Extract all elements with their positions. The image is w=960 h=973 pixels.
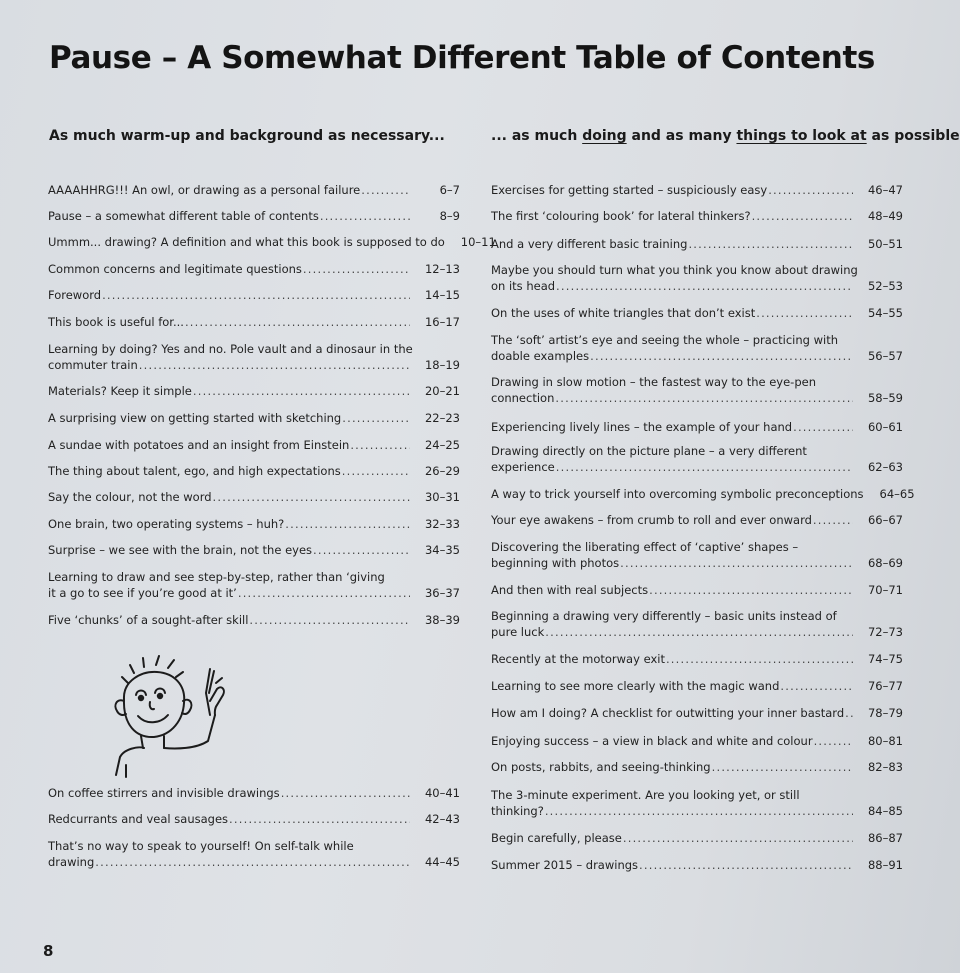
toc-entry-line xyxy=(491,830,903,846)
toc-entry xyxy=(48,785,460,801)
dot-leader xyxy=(623,830,853,846)
toc-entry-title: Your eye awakens – from crumb to roll and ever onward xyxy=(491,513,812,527)
toc-entry xyxy=(491,208,903,224)
toc-entry-line xyxy=(491,705,903,721)
right-heading-middle: and as many xyxy=(626,128,737,144)
toc-entry-title: beginning with photos xyxy=(491,556,620,570)
toc-entry-line xyxy=(491,348,903,364)
toc-entry xyxy=(48,542,460,558)
toc-entry xyxy=(48,182,460,198)
toc-entry xyxy=(491,512,903,528)
toc-entry xyxy=(48,838,460,870)
dot-leader xyxy=(814,733,853,749)
toc-entry-line xyxy=(491,555,903,571)
toc-entry xyxy=(491,486,915,502)
toc-entry xyxy=(491,857,903,873)
dot-leader xyxy=(361,182,410,198)
toc-entry xyxy=(48,314,460,330)
toc-entry-line xyxy=(48,838,460,854)
dot-leader xyxy=(285,516,410,532)
toc-entry-line xyxy=(491,857,903,873)
page-number: 8 xyxy=(43,942,54,960)
toc-entry-pages: 6–7 xyxy=(439,183,460,197)
toc-entry-line xyxy=(48,208,460,224)
dot-leader xyxy=(281,785,410,801)
dot-leader xyxy=(649,582,853,598)
toc-entry-title: Ummm... drawing? A definition and what this book is supposed to do xyxy=(48,235,445,249)
right-heading-underlined-things: things to look at xyxy=(736,128,867,144)
dot-leader xyxy=(590,348,853,364)
dot-leader xyxy=(545,803,853,819)
toc-entry-pages: 46–47 xyxy=(867,183,903,197)
toc-entry-title: on its head xyxy=(491,279,556,293)
toc-entry-pages: 66–67 xyxy=(867,513,903,527)
toc-entry-title: Beginning a drawing very differently – basic units instead of xyxy=(491,609,837,623)
toc-entry-pages: 10–11 xyxy=(460,235,496,249)
dot-leader xyxy=(620,555,853,571)
toc-entry xyxy=(491,733,903,749)
toc-entry-title: Experiencing lively lines – the example of your hand xyxy=(491,420,793,434)
toc-entry-pages: 42–43 xyxy=(424,812,460,826)
dot-leader xyxy=(752,208,853,224)
toc-entry-line xyxy=(491,236,903,252)
dot-leader xyxy=(303,261,410,277)
page-title: Pause – A Somewhat Different Table of Contents xyxy=(49,40,875,76)
toc-entry xyxy=(48,463,460,479)
toc-entry xyxy=(491,759,903,775)
toc-entry-title: Exercises for getting started – suspiciously easy xyxy=(491,183,768,197)
toc-entry-pages: 56–57 xyxy=(867,349,903,363)
toc-entry-line xyxy=(48,182,460,198)
toc-entry-title: Drawing in slow motion – the fastest way to the eye-pen xyxy=(491,375,816,389)
toc-entry-title: On posts, rabbits, and seeing-thinking xyxy=(491,760,711,774)
toc-entry xyxy=(48,569,460,601)
toc-entry xyxy=(491,651,903,667)
toc-entry-pages: 88–91 xyxy=(867,858,903,872)
toc-entry-line xyxy=(491,539,903,555)
dot-leader xyxy=(95,854,410,870)
toc-entry-pages: 8–9 xyxy=(439,209,460,223)
toc-entry xyxy=(48,489,460,505)
toc-entry-title: The thing about talent, ego, and high expectations xyxy=(48,464,341,478)
toc-entry-pages: 52–53 xyxy=(867,279,903,293)
toc-entry-pages: 62–63 xyxy=(867,460,903,474)
toc-entry-line xyxy=(48,569,460,585)
toc-entry-line xyxy=(491,182,903,198)
dot-leader xyxy=(193,383,410,399)
toc-entry-pages: 30–31 xyxy=(424,490,460,504)
toc-entry xyxy=(491,305,903,321)
toc-entry-title: Summer 2015 – drawings xyxy=(491,858,639,872)
right-heading-suffix: as possible xyxy=(866,128,960,144)
toc-entry xyxy=(48,261,460,277)
toc-entry-line xyxy=(48,542,460,558)
toc-entry-title: The ‘soft’ artist’s eye and seeing the whole – practicing with xyxy=(491,333,839,347)
toc-entry-line xyxy=(48,383,460,399)
toc-entry-pages: 72–73 xyxy=(867,625,903,639)
toc-entry-title: doable examples xyxy=(491,349,590,363)
toc-entry-line xyxy=(491,208,903,224)
toc-entry-pages: 76–77 xyxy=(867,679,903,693)
toc-entry xyxy=(491,830,903,846)
dot-leader xyxy=(545,624,853,640)
toc-entry-pages: 84–85 xyxy=(867,804,903,818)
toc-entry-pages: 64–65 xyxy=(879,487,915,501)
toc-entry xyxy=(48,516,460,532)
toc-entry-line xyxy=(48,489,460,505)
toc-entry-line xyxy=(491,803,903,819)
dot-leader xyxy=(556,459,853,475)
toc-entry xyxy=(491,705,903,721)
toc-entry-pages: 74–75 xyxy=(867,652,903,666)
toc-entry-line xyxy=(491,443,903,459)
toc-entry-line xyxy=(48,854,460,870)
toc-entry-title: How am I doing? A checklist for outwitting your inner bastard xyxy=(491,706,845,720)
toc-entry-line xyxy=(491,390,903,406)
toc-entry-line xyxy=(48,612,460,628)
toc-entry-line xyxy=(491,512,903,528)
toc-entry xyxy=(491,262,903,294)
toc-entry-line xyxy=(48,437,460,453)
toc-entry-pages: 78–79 xyxy=(867,706,903,720)
toc-entry-pages: 12–13 xyxy=(424,262,460,276)
toc-entry-title: Say the colour, not the word xyxy=(48,490,212,504)
toc-entry-title: Five ‘chunks’ of a sought-after skill xyxy=(48,613,249,627)
toc-entry-title: Pause – a somewhat different table of contents xyxy=(48,209,319,223)
toc-entry-line xyxy=(491,486,915,502)
toc-entry-line xyxy=(491,419,903,435)
toc-entry-title: That’s no way to speak to yourself! On self-talk while xyxy=(48,839,354,853)
left-column-heading: As much warm-up and background as necessary... xyxy=(49,128,445,144)
toc-entry-line xyxy=(491,733,903,749)
dot-leader xyxy=(845,705,853,721)
toc-entry xyxy=(491,236,903,252)
toc-entry-pages: 82–83 xyxy=(867,760,903,774)
toc-entry-title: Common concerns and legitimate questions xyxy=(48,262,302,276)
toc-entry-pages: 38–39 xyxy=(424,613,460,627)
dot-leader xyxy=(780,678,853,694)
toc-entry-title: One brain, two operating systems – huh? xyxy=(48,517,285,531)
toc-entry xyxy=(491,539,903,571)
toc-entry xyxy=(48,287,460,303)
toc-entry-pages: 24–25 xyxy=(424,438,460,452)
toc-entry-title: Recently at the motorway exit xyxy=(491,652,665,666)
toc-entry xyxy=(491,332,903,364)
dot-leader xyxy=(666,651,853,667)
toc-entry-pages: 40–41 xyxy=(424,786,460,800)
toc-entry-line xyxy=(491,759,903,775)
dot-leader xyxy=(185,314,410,330)
toc-entry-line xyxy=(48,357,460,373)
toc-entry-line xyxy=(491,278,903,294)
toc-left-column xyxy=(48,0,496,973)
toc-entry-line xyxy=(48,585,460,601)
toc-entry-pages: 22–23 xyxy=(424,411,460,425)
right-heading-underlined-doing: doing xyxy=(582,128,627,144)
toc-entry xyxy=(48,410,460,426)
toc-entry-line xyxy=(48,516,460,532)
toc-entry-line xyxy=(48,341,460,357)
toc-entry-title: This book is useful for... xyxy=(48,315,184,329)
toc-entry-title: Foreword xyxy=(48,288,102,302)
toc-entry-title: Drawing directly on the picture plane – a very different xyxy=(491,444,807,458)
toc-entry-pages: 18–19 xyxy=(424,358,460,372)
toc-entry-title: The 3-minute experiment. Are you looking yet, or still xyxy=(491,788,800,802)
toc-entry-line xyxy=(491,608,903,624)
toc-entry xyxy=(48,437,460,453)
toc-entry-line xyxy=(48,785,460,801)
dot-leader xyxy=(768,182,853,198)
dot-leader xyxy=(249,612,410,628)
toc-entry-line xyxy=(491,624,903,640)
toc-entry-line xyxy=(491,787,903,803)
toc-entry-title: On coffee stirrers and invisible drawings xyxy=(48,786,280,800)
dot-leader xyxy=(342,463,410,479)
toc-entry xyxy=(491,374,903,406)
toc-entry-line xyxy=(491,262,903,278)
toc-entry-title: A surprising view on getting started with sketching xyxy=(48,411,342,425)
dot-leader xyxy=(813,512,853,528)
toc-entry-line xyxy=(48,811,460,827)
toc-entry-pages: 36–37 xyxy=(424,586,460,600)
toc-entry-title: Redcurrants and veal sausages xyxy=(48,812,229,826)
toc-entry-title: Discovering the liberating effect of ‘captive’ shapes – xyxy=(491,540,799,554)
toc-entry-title: commuter train xyxy=(48,358,138,372)
toc-entry-title: drawing xyxy=(48,855,95,869)
dot-leader xyxy=(756,305,853,321)
toc-entry xyxy=(491,678,903,694)
dot-leader xyxy=(238,585,410,601)
toc-entry-line xyxy=(491,651,903,667)
toc-entry-title: Surprise – we see with the brain, not the eyes xyxy=(48,543,313,557)
dot-leader xyxy=(229,811,410,827)
toc-entry xyxy=(491,608,903,640)
toc-entry-pages: 86–87 xyxy=(867,831,903,845)
toc-entry-title: Learning by doing? Yes and no. Pole vault and a dinosaur in the xyxy=(48,342,413,356)
toc-entry xyxy=(48,234,496,250)
dot-leader xyxy=(556,278,853,294)
toc-entry-title: The first ‘colouring book’ for lateral thinkers? xyxy=(491,209,751,223)
toc-entry-title: A sundae with potatoes and an insight from Einstein xyxy=(48,438,350,452)
dot-leader xyxy=(555,390,853,406)
toc-entry-title: Learning to draw and see step-by-step, rather than ‘giving xyxy=(48,570,385,584)
toc-entry-pages: 16–17 xyxy=(424,315,460,329)
toc-entry-title: Maybe you should turn what you think you know about drawing xyxy=(491,263,858,277)
toc-entry xyxy=(491,582,903,598)
toc-entry-title: it a go to see if you’re good at it’ xyxy=(48,586,237,600)
dot-leader xyxy=(313,542,410,558)
toc-entry-title: pure luck xyxy=(491,625,545,639)
toc-entry-pages: 58–59 xyxy=(867,391,903,405)
toc-entry-title: A way to trick yourself into overcoming symbolic preconceptions xyxy=(491,487,864,501)
toc-entry xyxy=(491,787,903,819)
toc-entry-line xyxy=(48,287,460,303)
toc-entry-pages: 70–71 xyxy=(867,583,903,597)
toc-entry-line xyxy=(491,459,903,475)
toc-entry-pages: 20–21 xyxy=(424,384,460,398)
dot-leader xyxy=(688,236,853,252)
toc-entry-pages: 80–81 xyxy=(867,734,903,748)
toc-entry-line xyxy=(491,582,903,598)
toc-entry-line xyxy=(48,314,460,330)
toc-entry xyxy=(48,383,460,399)
toc-entry-pages: 54–55 xyxy=(867,306,903,320)
toc-entry-pages: 32–33 xyxy=(424,517,460,531)
toc-entry-line xyxy=(48,410,460,426)
toc-entry-pages: 34–35 xyxy=(424,543,460,557)
toc-entry-line xyxy=(491,374,903,390)
toc-entry xyxy=(491,419,903,435)
toc-entry-line xyxy=(48,463,460,479)
toc-entry-pages: 48–49 xyxy=(867,209,903,223)
toc-entry-pages: 14–15 xyxy=(424,288,460,302)
toc-entry-title: And a very different basic training xyxy=(491,237,688,251)
toc-entry-title: On the uses of white triangles that don’t exist xyxy=(491,306,756,320)
toc-entry-pages: 60–61 xyxy=(867,420,903,434)
toc-entry-title: AAAAHHRG!!! An owl, or drawing as a personal failure xyxy=(48,183,361,197)
toc-entry-title: Enjoying success – a view in black and white and colour xyxy=(491,734,813,748)
toc-entry-title: experience xyxy=(491,460,555,474)
toc-entry-pages: 50–51 xyxy=(867,237,903,251)
toc-entry xyxy=(491,443,903,475)
toc-entry-line xyxy=(491,678,903,694)
toc-entry-title: And then with real subjects xyxy=(491,583,649,597)
toc-entry xyxy=(48,811,460,827)
dot-leader xyxy=(320,208,410,224)
dot-leader xyxy=(213,489,410,505)
toc-entry-pages: 44–45 xyxy=(424,855,460,869)
toc-entry xyxy=(48,612,460,628)
toc-entry xyxy=(48,341,460,373)
toc-entry-title: thinking? xyxy=(491,804,544,818)
toc-entry-pages: 26–29 xyxy=(424,464,460,478)
dot-leader xyxy=(139,357,410,373)
dot-leader xyxy=(350,437,410,453)
dot-leader xyxy=(342,410,410,426)
dot-leader xyxy=(102,287,410,303)
toc-entry-pages: 68–69 xyxy=(867,556,903,570)
toc-entry-title: Begin carefully, please xyxy=(491,831,622,845)
toc-entry-line xyxy=(491,332,903,348)
toc-entry-title: Materials? Keep it simple xyxy=(48,384,192,398)
dot-leader xyxy=(712,759,853,775)
toc-entry xyxy=(48,208,460,224)
right-heading-prefix: ... as much xyxy=(491,128,583,144)
toc-entry xyxy=(491,182,903,198)
toc-entry-line xyxy=(491,305,903,321)
dot-leader xyxy=(793,419,853,435)
toc-entry-title: Learning to see more clearly with the magic wand xyxy=(491,679,780,693)
dot-leader xyxy=(639,857,853,873)
toc-entry-title: connection xyxy=(491,391,555,405)
waving-person-sketch-icon xyxy=(106,645,246,780)
toc-entry-line xyxy=(48,234,496,250)
toc-entry-line xyxy=(48,261,460,277)
